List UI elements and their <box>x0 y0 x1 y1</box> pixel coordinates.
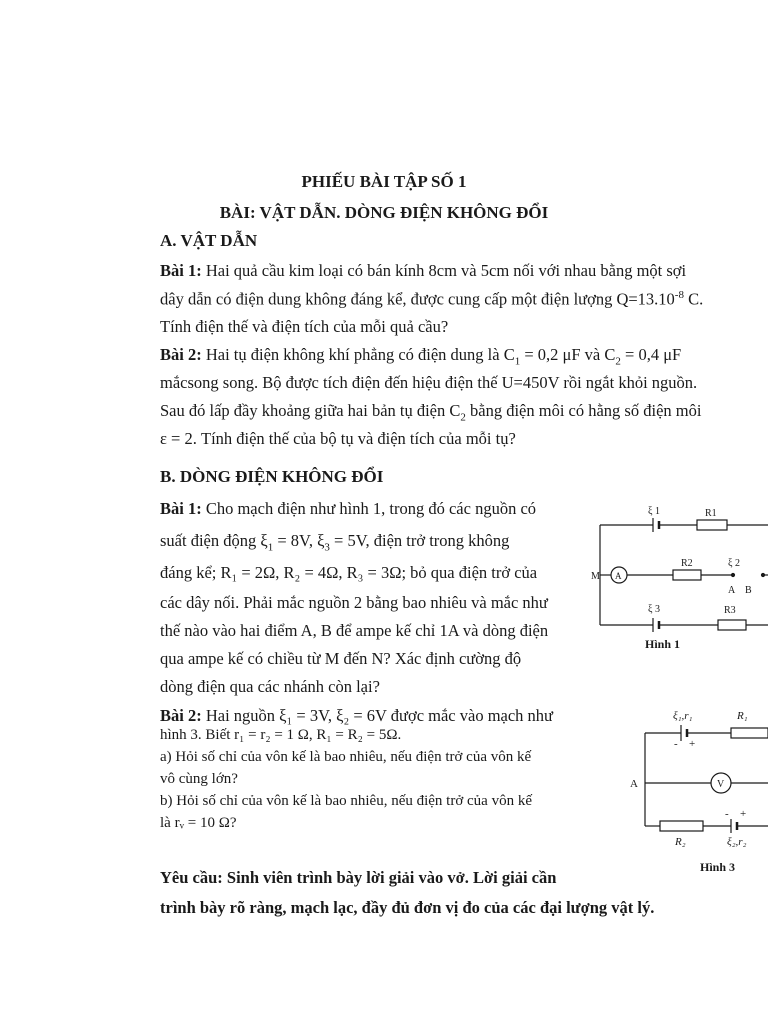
b-bai1-line6: qua ampe kế có chiều từ M đến N? Xác định cường độ <box>160 649 522 668</box>
fig3-plus-2: + <box>740 808 747 820</box>
section-a-heading: A. VẬT DẪN <box>160 231 258 250</box>
b-bai1-line5: thế nào vào hai điểm A, B để ampe kế chỉ 1A và dòng điện <box>160 621 549 640</box>
b-bai2-line1: Bài 2: Hai nguồn ξ₁ = 3V, ξ₂ = 6V được mắc vào mạch như <box>160 706 553 725</box>
page-subtitle: BÀI: VẬT DẪN. DÒNG ĐIỆN KHÔNG ĐỔI <box>219 203 549 222</box>
b-bai1-line2: suất điện động $\xi_1 = 8V$, $\xi_3 = 5V$, điện trở trong không <box>160 531 510 554</box>
circuit-figure-1 <box>585 500 768 660</box>
fig1-m-label: M <box>591 571 600 582</box>
fig3-plus-1: + <box>689 738 696 750</box>
fig1-r1-label: R1 <box>705 508 717 519</box>
fig3-a-label: A <box>630 778 638 790</box>
fig1-b-label: B <box>745 585 752 596</box>
a-bai1-line3: Tính điện thế và điện tích của mỗi quả cầu? <box>160 317 449 336</box>
fig3-r2-label: R₂ <box>675 836 686 848</box>
fig3-minus-1: - <box>674 738 678 750</box>
fig1-a-label: A <box>728 585 736 596</box>
fig3-xi2r2-label: ξ₂,r₂ <box>727 836 747 848</box>
a-bai2-line1: Bài 2: Hai tụ điện không khí phẳng có điện dung là $C_1 = 0,2$ μF và $C_2 = 0,4$ μF <box>160 345 682 368</box>
b-bai1-line7: dòng điện qua các nhánh còn lại? <box>160 677 380 696</box>
b-bai1-line3: đáng kể; R₁ = 2Ω, R₂ = 4Ω, R₃ = 3Ω; bỏ qua điện trở của <box>160 563 538 582</box>
fig1-xi1-label: ξ 1 <box>648 506 660 517</box>
page-title: PHIẾU BÀI TẬP SỐ 1 <box>301 172 467 191</box>
fig3-caption: Hình 3 <box>700 860 736 874</box>
fig1-xi2-label: ξ 2 <box>728 558 740 569</box>
fig3-minus-2: - <box>725 808 729 820</box>
fig1-ammeter-label: A <box>615 571 622 581</box>
a-bai1-line2: dây dẫn có điện dung không đáng kể, được cung cấp một điện lượng $Q=13.10^{-8}$ C. <box>160 289 704 309</box>
b-bai2-line3: a) Hỏi số chỉ của vôn kế là bao nhiêu, nếu điện trở của vôn kế <box>160 749 532 765</box>
b-bai2-line5: b) Hỏi số chỉ của vôn kế là bao nhiêu, nếu điện trở của vôn kế <box>160 793 532 809</box>
fig1-caption: Hình 1 <box>645 637 681 651</box>
a-bai2-line3: Sau đó lấp đầy khoảng giữa hai bản tụ điện $C_2$ bằng điện môi có hằng số điện môi <box>160 401 702 424</box>
a-bai1-line1: Bài 1: Hai quả cầu kim loại có bán kính 8cm và 5cm nối với nhau bằng một sợi <box>160 261 687 280</box>
fig1-xi3-label: ξ 3 <box>648 604 660 615</box>
circuit-figure-3 <box>625 705 768 880</box>
b-bai1-line1: Bài 1: Cho mạch điện như hình 1, trong đó các nguồn có <box>160 499 537 518</box>
fig3-r1-label: R₁ <box>737 710 748 722</box>
fig1-r3-label: R3 <box>724 605 736 616</box>
fig3-xi1r1-label: ξ₁,r₁ <box>673 710 693 722</box>
fig3-voltmeter-label: V <box>717 779 725 790</box>
section-b-heading: B. DÒNG ĐIỆN KHÔNG ĐỔI <box>160 467 384 486</box>
b-bai2-line4: vô cùng lớn? <box>160 771 238 787</box>
a-bai2-line4: ε = 2. Tính điện thế của bộ tụ và điện tích của mỗi tụ? <box>160 429 516 448</box>
b-bai2-line2: hình 3. Biết r₁ = r₂ = 1 Ω, R₁ = R₂ = 5Ω. <box>160 727 402 743</box>
requirement-line2: trình bày rõ ràng, mạch lạc, đầy đủ đơn vị đo của các đại lượng vật lý. <box>160 898 655 917</box>
b-bai1-line4: các dây nối. Phải mắc nguồn 2 bằng bao nhiêu và mắc như <box>160 593 548 612</box>
b-bai2-line6: là rᵥ = 10 Ω? <box>160 815 237 831</box>
requirement-line1: Yêu cầu: Sinh viên trình bày lời giải vào vở. Lời giải cần <box>160 868 557 887</box>
a-bai2-line2: mắcsong song. Bộ được tích điện đến hiệu điện thế U=450V rồi ngắt khỏi nguồn. <box>160 373 698 392</box>
fig1-r2-label: R2 <box>681 558 693 569</box>
